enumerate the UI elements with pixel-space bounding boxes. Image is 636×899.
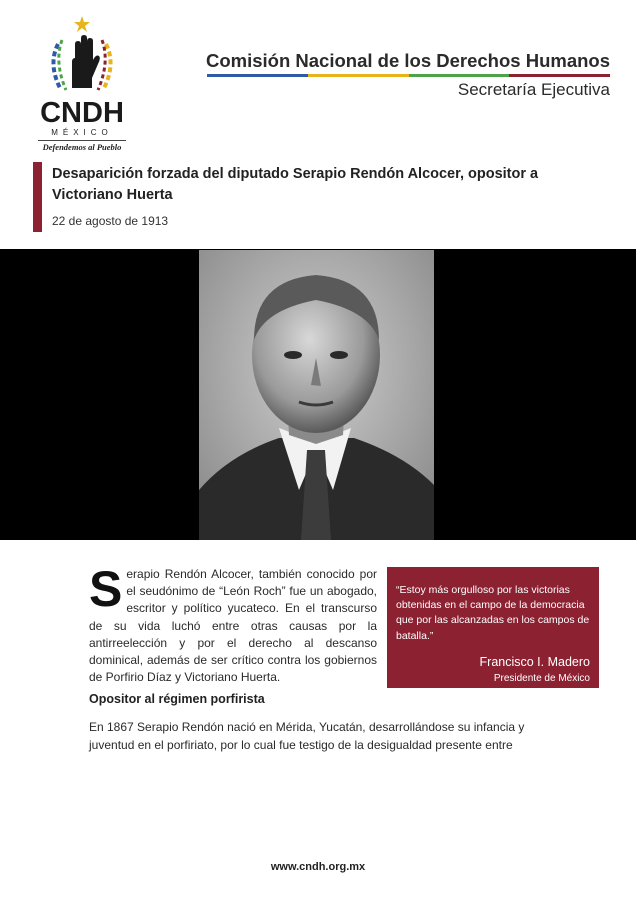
section-heading: Opositor al régimen porfirista [89,692,265,706]
logo-country: MÉXICO [51,128,113,137]
stripe-blue [207,74,308,77]
logo-motto: Defendemos al Pueblo [42,142,122,152]
organization-name: Comisión Nacional de los Derechos Humanos [205,50,610,71]
quote-author: Francisco I. Madero [479,655,590,669]
footer-url: www.cndh.org.mx [270,861,366,873]
document-title: Desaparición forzada del diputado Serapio Rendón Alcocer, opositor a Victoriano Huerta [52,166,539,203]
organization-subtitle: Secretaría Ejecutiva [457,80,610,99]
logo-divider [38,140,126,141]
quote-box [387,567,599,688]
stripe-green [409,74,510,77]
intro-paragraph [89,561,377,686]
stripe-maroon [509,74,610,77]
color-stripe-divider [207,74,610,77]
body-paragraph: En 1867 Serapio Rendón nació en Mérida, Yucatán, desarrollándose su infancia y juventud en el porfiriato, por lo cual fue testigo de la desigualdad presente entre [89,720,525,752]
raised-hand-emblem-icon [42,14,122,98]
drop-cap: S [89,561,123,617]
stripe-yellow [308,74,409,77]
quote-text: “Estoy más orgulloso por las victorias obtenidas en el campo de la democracia que por las alcanzadas en los campos de batalla.” [396,584,590,642]
cndh-logo [28,14,136,152]
quote-author-role: Presidente de México [493,673,590,684]
portrait-photo [199,250,434,540]
logo-acronym: CNDH [40,97,124,129]
document-date: 22 de agosto de 1913 [52,214,169,228]
intro-text: erapio Rendón Alcocer, también conocido por el seudónimo de “León Roch” fue un abogado, escritor y político yucateco. En el transcurso de su vida luchó entre otras causas por la antirreelección y por el derecho al descanso dominical, además de ser crítico contra los gobiernos de Porfirio Díaz y Victoriano Huerta. [89,567,377,685]
title-accent-bar [33,162,42,232]
